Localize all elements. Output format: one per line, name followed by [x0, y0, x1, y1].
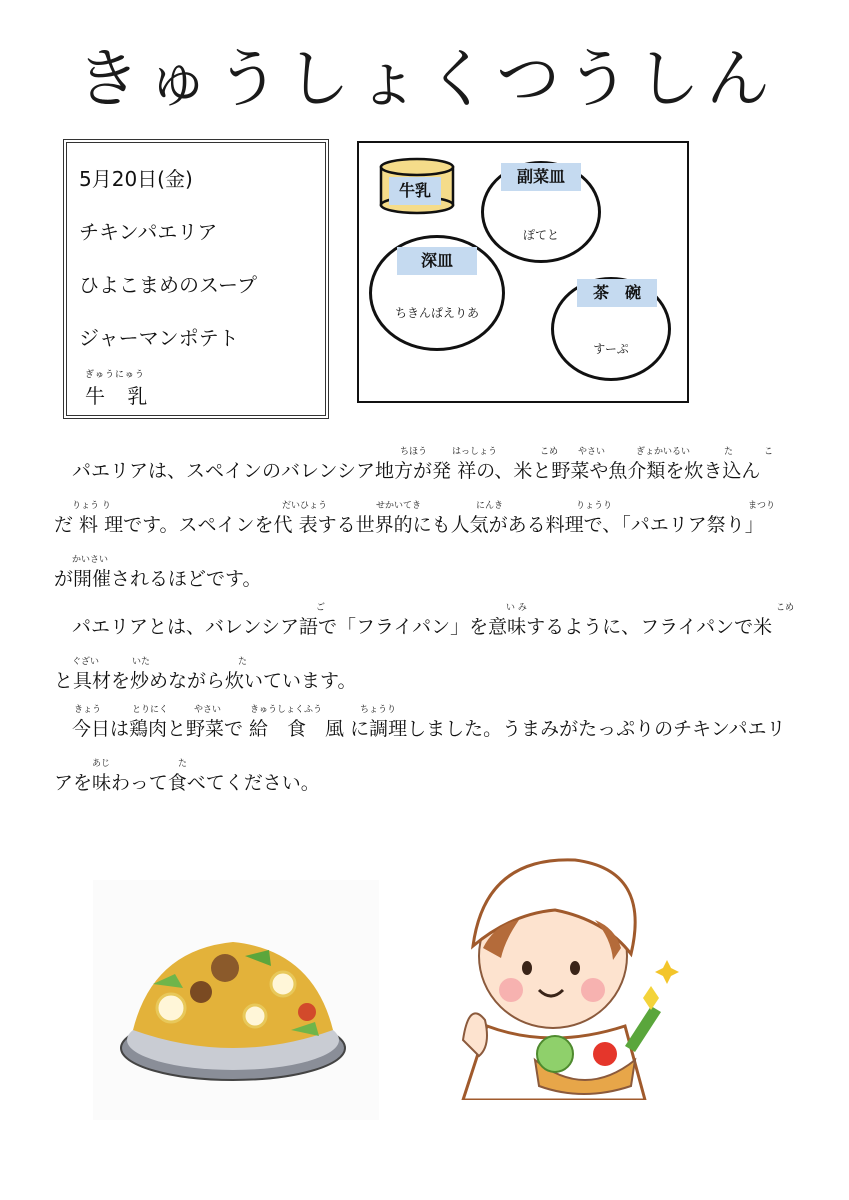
article-line: パエリアは、スペインのバレンシア地方が発 祥の、米と野菜や魚介類を炊き込ん: [72, 460, 761, 482]
side-dish-food: ぽてと: [522, 228, 559, 242]
ruby: だいひょう: [282, 501, 328, 511]
ruby: やさい: [194, 705, 222, 715]
paella-photo: [93, 880, 379, 1120]
ruby: た: [178, 759, 188, 769]
ruby: かいさい: [72, 555, 109, 565]
ruby: こ: [764, 447, 774, 457]
ruby: いた: [132, 657, 151, 667]
milk-cup-label: 牛乳: [389, 177, 441, 205]
article-line: アを味わって食べてください。: [54, 772, 320, 794]
menu-date: 5月20日(金): [79, 167, 193, 191]
ruby: はっしょう: [452, 447, 498, 457]
ruby: ぐざい: [72, 657, 100, 667]
bowl-food: すーぷ: [593, 342, 629, 356]
ruby: きゅうしょくふう: [250, 705, 323, 715]
ruby: まつり: [748, 501, 776, 511]
side-dish-label: 副菜皿: [501, 163, 581, 191]
menu-item-potato: ジャーマンポテト: [79, 326, 239, 350]
ruby: にんき: [476, 501, 504, 511]
article-line: 今日は鶏肉と野菜で 給 食 風 に調理しました。うまみがたっぷりのチキンパエリ: [72, 718, 786, 740]
deep-dish-label: 深皿: [397, 247, 477, 275]
ruby: せかいてき: [376, 501, 422, 511]
ruby: りょう り: [72, 501, 111, 511]
article-line: パエリアとは、バレンシア語で「フライパン」を意味するように、フライパンで米: [72, 616, 773, 638]
chef-illustration: [455, 850, 685, 1100]
ruby: ちょうり: [360, 705, 397, 715]
menu-box: [63, 139, 329, 419]
bowl-label: 茶 碗: [577, 279, 657, 307]
deep-dish-food: ちきんぱえりあ: [394, 306, 479, 320]
menu-item-milk: 牛 乳: [85, 384, 156, 408]
menu-item-soup: ひよこまめのスープ: [79, 273, 257, 297]
ruby: た: [238, 657, 248, 667]
tray-diagram: [357, 141, 689, 403]
ruby: あじ: [92, 759, 111, 769]
article-line: が開催されるほどです。: [54, 568, 262, 590]
ruby: とりにく: [132, 705, 169, 715]
ruby: やさい: [578, 447, 606, 457]
menu-item-paella: チキンパエリア: [79, 220, 218, 244]
page-title: きゅうしょくつうしん: [76, 43, 776, 117]
ruby: ちほう: [400, 447, 428, 457]
menu-milk-ruby: ぎゅうにゅう: [85, 370, 145, 380]
article-line: だ 料 理です。スペインを代 表する世界的にも人気がある料理で、「パエリア祭り」: [54, 514, 764, 536]
ruby: ぎょかいるい: [636, 447, 691, 457]
ruby: こめ: [540, 447, 559, 457]
ruby: ご: [316, 603, 326, 613]
ruby: りょうり: [576, 501, 613, 511]
ruby: きょう: [74, 705, 102, 715]
ruby: た: [724, 447, 734, 457]
ruby: い み: [506, 603, 527, 613]
ruby: こめ: [776, 603, 795, 613]
article-line: と具材を炒めながら炊いています。: [54, 670, 357, 692]
